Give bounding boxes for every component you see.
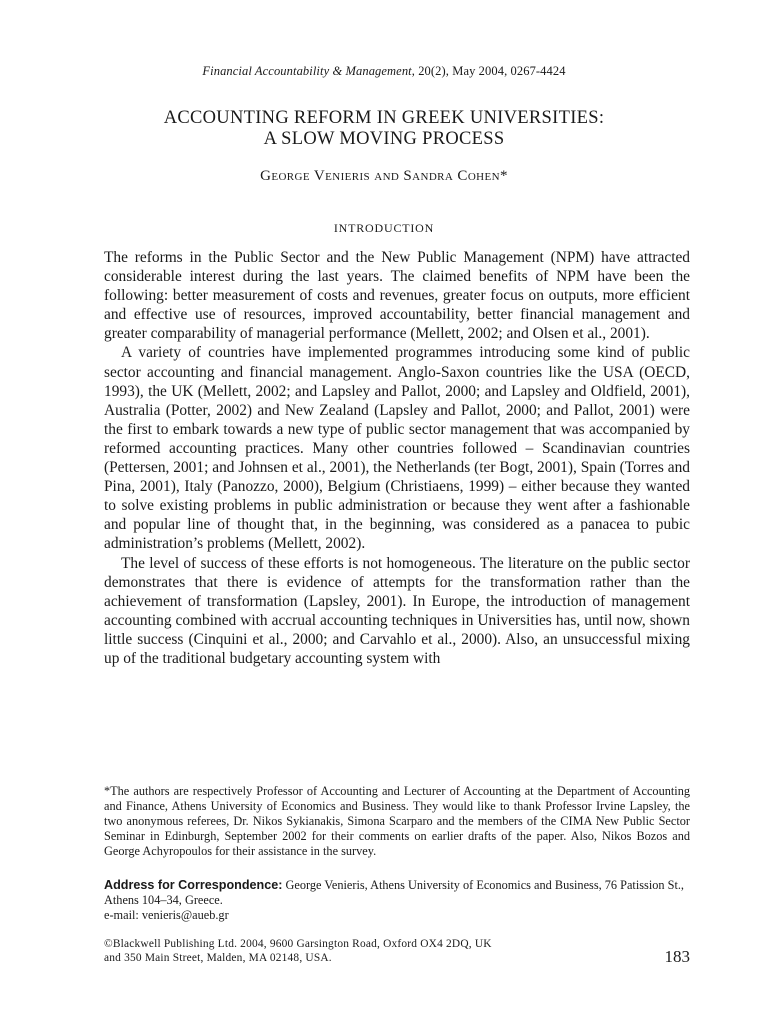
running-head — [0, 64, 768, 79]
journal-issue-details: , 20(2), May 2004, 0267-4424 — [411, 64, 566, 78]
paragraph: A variety of countries have implemented programmes introducing some kind of public sector accounting and financial management. Anglo-Saxon countries like the USA (OECD, 1993), the UK (Mellett, 2002; and Lapsley and Pallot, 2000; and Lapsley and Oldfield, 2001), Australia (Potter, 2002) and New Zealand (Lapsley and Pallot, 2000; and Pallot, 2001) were the first to embark towards a new type of public sector management that was accompanied by reformed accounting practices. Many other countries followed – Scandinavian countries (Pettersen, 2001; and Johnsen et al., 2001), the Netherlands (ter Bogt, 2001), Spain (Torres and Pina, 2001), Italy (Panozzo, 2000), Belgium (Christiaens, 1999) – either because they wanted to solve existing problems in public administration or because they went after a fashionable and popular line of thought that, in the beginning, was considered as a panacea to pubic administration’s problems (Mellett, 2002). — [104, 344, 690, 553]
journal-name: Financial Accountability & Management — [202, 64, 412, 78]
copyright-line-2: and 350 Main Street, Malden, MA 02148, USA. — [104, 951, 332, 964]
page-number: 183 — [664, 947, 690, 966]
copyright-notice — [104, 938, 584, 966]
body-text — [104, 248, 690, 668]
article-title-line-1: ACCOUNTING REFORM IN GREEK UNIVERSITIES: — [163, 108, 605, 128]
correspondence-address: George Venieris, Athens University of Economics and Business, 76 Patission St., Athens 104–34, Greece. — [104, 878, 685, 907]
paragraph: The level of success of these efforts is not homogeneous. The literature on the public sector demonstrates that there is evidence of attempts for the transformation rather than the achievement of transformation (Lapsley, 2001). In Europe, the introduction of management accounting combined with accrual accounting techniques in Universities has, until now, shown little success (Cinquini et al., 2000; and Carvahlo et al., 2000). Also, an unsuccessful mixing up of the traditional budgetary accounting system with — [104, 554, 690, 667]
author-footnote — [104, 784, 690, 859]
correspondence-email: e-mail: venieris@aueb.gr — [104, 907, 229, 922]
section-heading: INTRODUCTION — [333, 221, 435, 235]
copyright-line-1: ©Blackwell Publishing Ltd. 2004, 9600 Garsington Road, Oxford OX4 2DQ, UK — [104, 938, 492, 950]
article-title-line-2: A SLOW MOVING PROCESS — [263, 129, 505, 149]
footnote-text: *The authors are respectively Professor of Accounting and Lecturer of Accounting at the Department of Accounting and Finance, Athens University of Economics and Business. They would like to thank Professor Irvine Lapsley, the two anonymous referees, Dr. Nikos Sykianakis, Simona Scarparo and the members of the CIMA New Public Sector Seminar in Edinburgh, September 2002 for their comments on earlier drafts of the paper. Also, Nikos Bozos and George Achyropoulos for their assistance in the survey. — [104, 784, 690, 858]
author-line: George Venieris and Sandra Cohen* — [260, 168, 508, 184]
correspondence-block — [104, 878, 690, 923]
paragraph: The reforms in the Public Sector and the New Public Management (NPM) have attracted considerable interest during the last years. The claimed benefits of NPM have been the following: better measurement of costs and revenues, greater focus on outputs, more efficient and effective use of resources, improved accountability, better financial management and greater comparability of managerial performance (Mellett, 2002; and Olsen et al., 2001). — [104, 249, 690, 343]
article-title — [0, 108, 768, 150]
correspondence-label: Address for Correspondence: — [104, 878, 283, 892]
